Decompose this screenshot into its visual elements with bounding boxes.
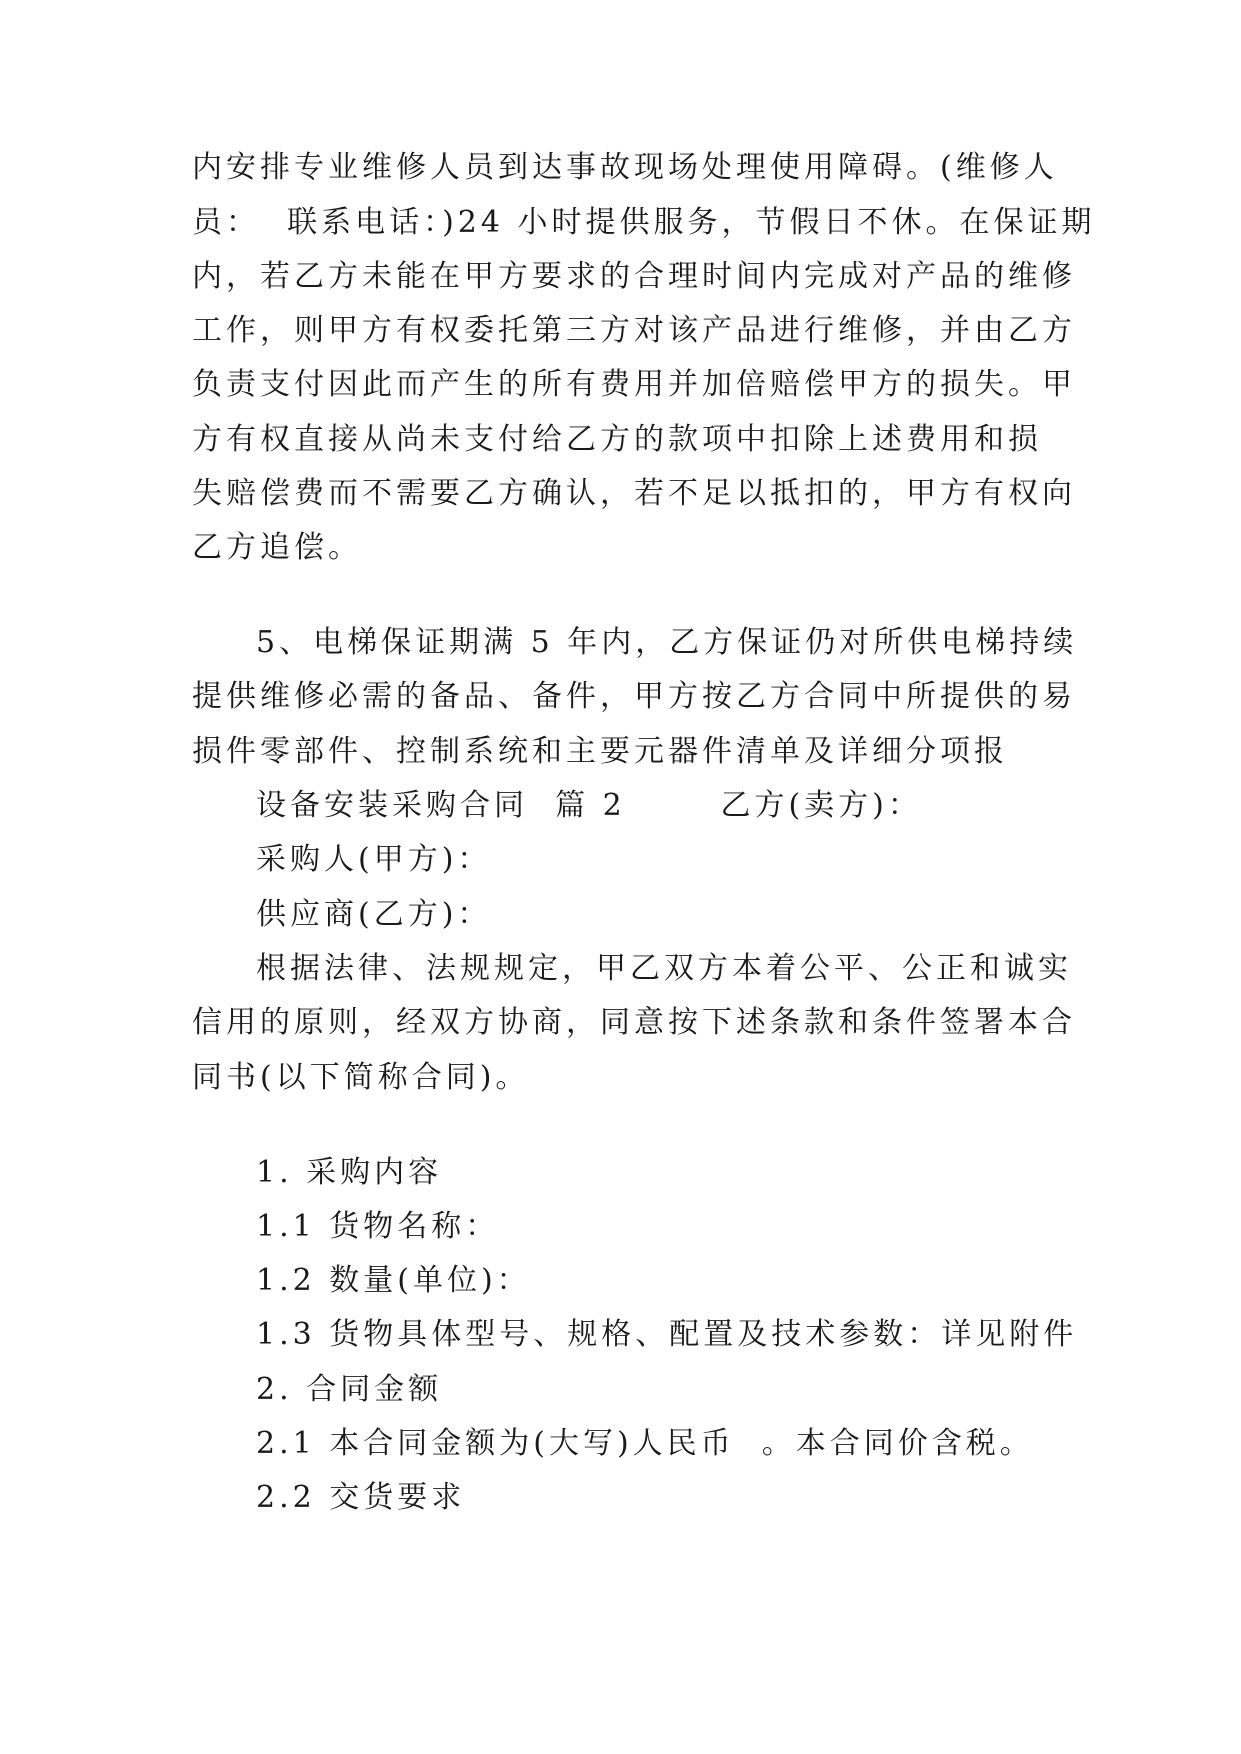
clause-item: 2.1 本合同金额为(大写)人民币 。本合同价含税。 xyxy=(256,1426,1034,1461)
supplier-line: 供应商(乙方)： xyxy=(256,897,492,932)
text-line: 内安排专业维修人员到达事故现场处理使用障碍。(维修人 xyxy=(192,150,1058,185)
text-line: 失赔偿费而不需要乙方确认，若不足以抵扣的，甲方有权向 xyxy=(192,476,1076,511)
clause-item: 2.2 交货要求 xyxy=(256,1480,466,1515)
paragraph-start-line: 根据法律、法规规定，甲乙双方本着公平、公正和诚实 xyxy=(256,951,1072,986)
text-line: 提供维修必需的备品、备件，甲方按乙方合同中所提供的易 xyxy=(192,679,1076,714)
text-line: 员： 联系电话：)24 小时提供服务，节假日不休。在保证期 xyxy=(192,205,1096,240)
text-line: 负责支付因此而产生的所有费用并加倍赔偿甲方的损失。甲 xyxy=(192,367,1076,402)
text-line: 损件零部件、控制系统和主要元器件清单及详细分项报 xyxy=(192,734,1008,769)
text-line: 同书(以下简称合同)。 xyxy=(192,1060,530,1095)
text-line: 乙方追偿。 xyxy=(192,530,362,565)
clause-heading: 2. 合同金额 xyxy=(256,1372,443,1407)
clause-item: 1.1 货物名称： xyxy=(256,1209,500,1244)
clause-item: 1.2 数量(单位)： xyxy=(256,1263,531,1298)
clause-item: 1.3 货物具体型号、规格、配置及技术参数：详见附件 xyxy=(256,1317,1078,1352)
clause-heading: 1. 采购内容 xyxy=(256,1155,443,1190)
paragraph-start-line: 5、电梯保证期满 5 年内，乙方保证仍对所供电梯持续 xyxy=(256,625,1078,660)
text-line: 方有权直接从尚未支付给乙方的款项中扣除上述费用和损 xyxy=(192,422,1042,457)
text-line: 信用的原则，经双方协商，同意按下述条款和条件签署本合 xyxy=(192,1005,1076,1040)
text-line: 工作，则甲方有权委托第三方对该产品进行维修，并由乙方 xyxy=(192,313,1076,348)
text-line: 内，若乙方未能在甲方要求的合理时间内完成对产品的维修 xyxy=(192,259,1076,294)
purchaser-line: 采购人(甲方)： xyxy=(256,842,492,877)
section-heading: 设备安装采购合同 篇 2 乙方(卖方)： xyxy=(256,788,922,823)
